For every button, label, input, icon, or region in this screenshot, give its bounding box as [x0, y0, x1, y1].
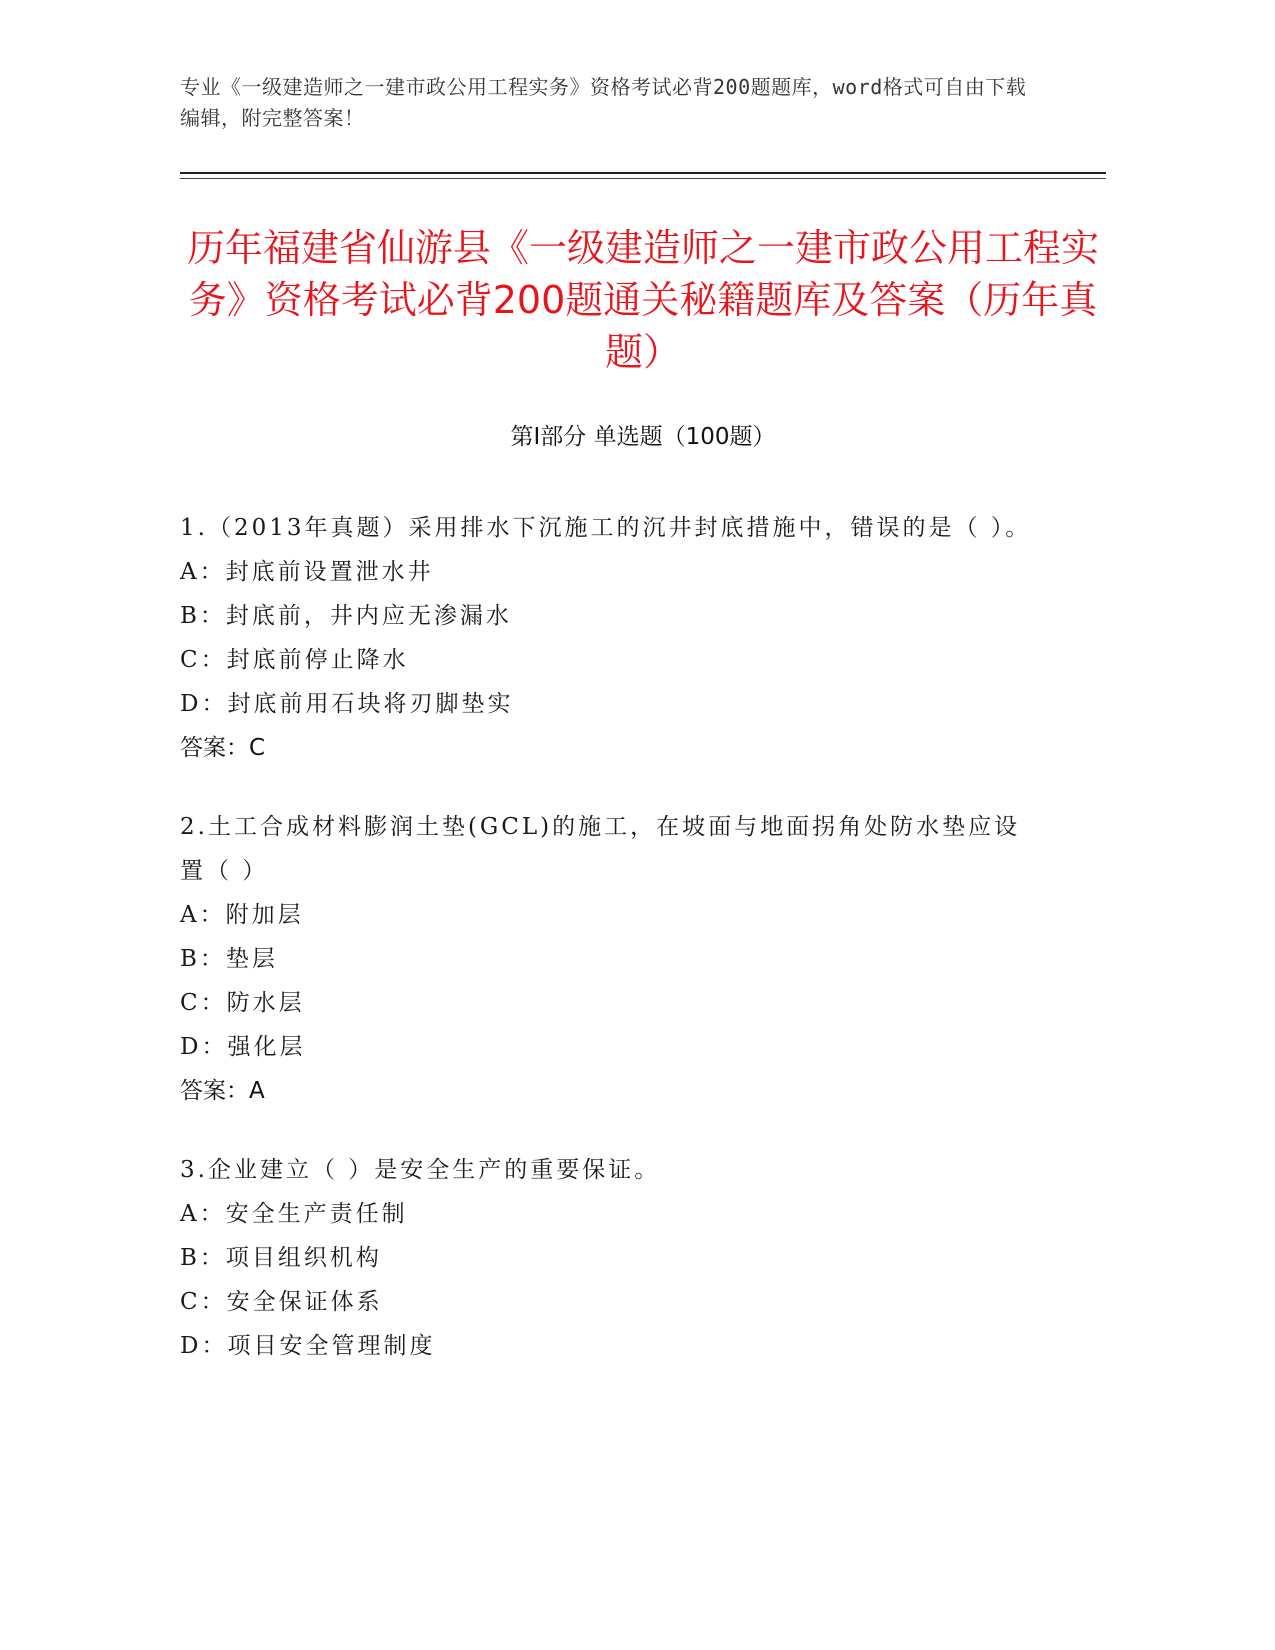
option-c: C：防水层	[180, 990, 305, 1016]
option-a: A：附加层	[180, 902, 304, 928]
option-a: A：封底前设置泄水井	[180, 559, 434, 585]
option-b: B：项目组织机构	[180, 1245, 382, 1271]
question-stem: 1.（2013年真题）采用排水下沉施工的沉井封底措施中，错误的是（ ）。	[180, 515, 1032, 541]
header-divider-thin	[180, 178, 1106, 179]
header-note: 专业《一级建造师之一建市政公用工程实务》资格考试必背200题题库，word格式可自由下载编辑，附完整答案！	[180, 75, 1027, 130]
question-stem: 3.企业建立（ ）是安全生产的重要保证。	[180, 1157, 661, 1183]
option-c: C：安全保证体系	[180, 1289, 383, 1315]
document-title: 历年福建省仙游县《一级建造师之一建市政公用工程实务》资格考试必背200题通关秘籍题库及答案（历年真题）	[186, 226, 1099, 374]
option-c: C：封底前停止降水	[180, 647, 409, 673]
option-d: D：强化层	[180, 1034, 306, 1060]
option-b: B：封底前，井内应无渗漏水	[180, 603, 512, 629]
option-d: D：封底前用石块将刃脚垫实	[180, 691, 514, 717]
option-b: B：垫层	[180, 946, 278, 972]
option-a: A：安全生产责任制	[180, 1201, 408, 1227]
header-divider-thick	[180, 172, 1106, 174]
section-heading: 第Ⅰ部分 单选题（100题）	[510, 424, 776, 450]
question-list	[180, 506, 1040, 1403]
answer-line: 答案：A	[180, 1078, 265, 1104]
question-item	[180, 506, 1040, 770]
answer-line: 答案：C	[180, 735, 266, 761]
option-d: D：项目安全管理制度	[180, 1333, 436, 1359]
question-stem: 2.土工合成材料膨润土垫(GCL)的施工，在坡面与地面拐角处防水垫应设置（ ）	[180, 814, 1021, 884]
question-item	[180, 1148, 1040, 1368]
question-item	[180, 805, 1040, 1113]
